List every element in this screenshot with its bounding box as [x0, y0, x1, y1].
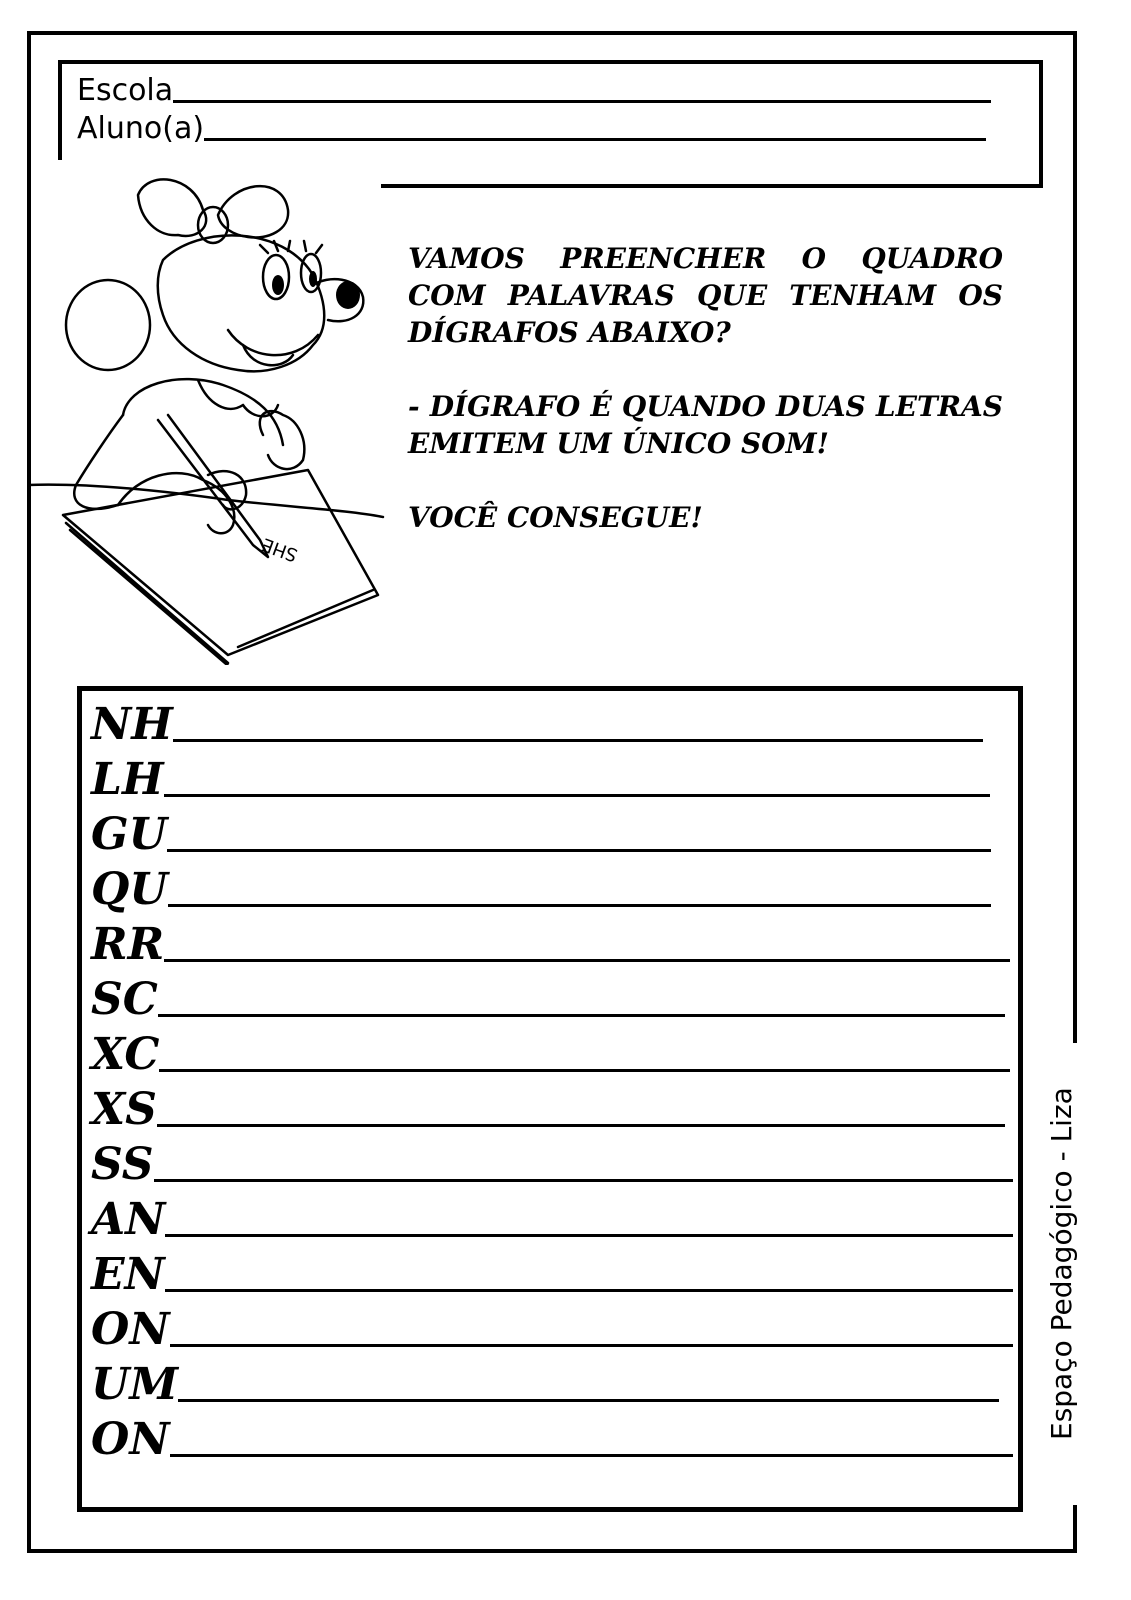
answer-line[interactable] [170, 1344, 1013, 1347]
answer-line[interactable] [173, 739, 983, 742]
digraph-label: EN [91, 1249, 165, 1300]
answer-line[interactable] [164, 794, 990, 797]
digraph-label: SC [91, 974, 158, 1025]
aluno-input-line[interactable] [204, 138, 986, 141]
instruction-definition: - DÍGRAFO É QUANDO DUAS LETRAS EMITEM UM ÚNICO SOM! [408, 390, 1003, 460]
escola-input-line[interactable] [173, 100, 991, 103]
digraph-row [91, 1030, 1010, 1080]
aluno-field [77, 112, 986, 146]
digraph-row [91, 700, 983, 750]
digraph-row [91, 810, 991, 860]
instructions [408, 240, 1003, 536]
spacer [408, 351, 1003, 388]
notepad-text: SHE [259, 533, 301, 566]
spacer [408, 462, 1003, 499]
digraph-label: GU [91, 809, 167, 860]
instruction-question: VAMOS PREENCHER O QUADRO COM PALAVRAS QUE TENHAM OS DÍGRAFOS ABAIXO? [408, 242, 1003, 349]
answer-line[interactable] [168, 904, 991, 907]
answer-line[interactable] [170, 1454, 1013, 1457]
answer-line[interactable] [165, 1234, 1013, 1237]
digraph-row [91, 1250, 1013, 1300]
answer-line[interactable] [178, 1399, 999, 1402]
answer-line[interactable] [165, 1289, 1013, 1292]
digraph-row [91, 1360, 999, 1410]
answer-line[interactable] [157, 1124, 1005, 1127]
digraph-label: ON [91, 1414, 170, 1465]
header-box-left [58, 60, 62, 160]
digraph-row [91, 920, 1010, 970]
escola-label: Escola [77, 73, 174, 108]
digraph-row [91, 1085, 1005, 1135]
digraph-row [91, 1305, 1013, 1355]
answer-line[interactable] [167, 849, 991, 852]
digraph-label: UM [91, 1359, 179, 1410]
digraph-label: XC [91, 1029, 160, 1080]
digraph-label: ON [91, 1304, 170, 1355]
digraph-row [91, 865, 991, 915]
digraph-row [91, 755, 990, 805]
digraph-label: XS [91, 1084, 157, 1135]
page-border-right-bottom [1073, 1505, 1077, 1553]
digraph-row [91, 1415, 1013, 1465]
digraph-label: LH [91, 754, 164, 805]
digraph-row [91, 975, 1005, 1025]
page-border-right-top [1073, 31, 1077, 1043]
escola-field [77, 74, 991, 108]
credit-text: Espaço Pedagógico - Liza [1045, 1087, 1078, 1440]
digraph-label: AN [91, 1194, 166, 1245]
header-box-bottom [381, 184, 1043, 188]
digraph-label: QU [91, 864, 168, 915]
digraph-label: RR [91, 919, 165, 970]
minnie-mouse-writing-icon [28, 165, 388, 665]
answer-line[interactable] [154, 1179, 1013, 1182]
digraph-row [91, 1195, 1013, 1245]
answer-line[interactable] [158, 1014, 1005, 1017]
instruction-encouragement: VOCÊ CONSEGUE! [408, 501, 703, 534]
answer-line[interactable] [159, 1069, 1010, 1072]
answer-line[interactable] [164, 959, 1010, 962]
aluno-label: Aluno(a) [77, 111, 205, 146]
digraph-label: SS [91, 1139, 154, 1190]
digraph-label: NH [91, 699, 173, 750]
digraph-row [91, 1140, 1013, 1190]
